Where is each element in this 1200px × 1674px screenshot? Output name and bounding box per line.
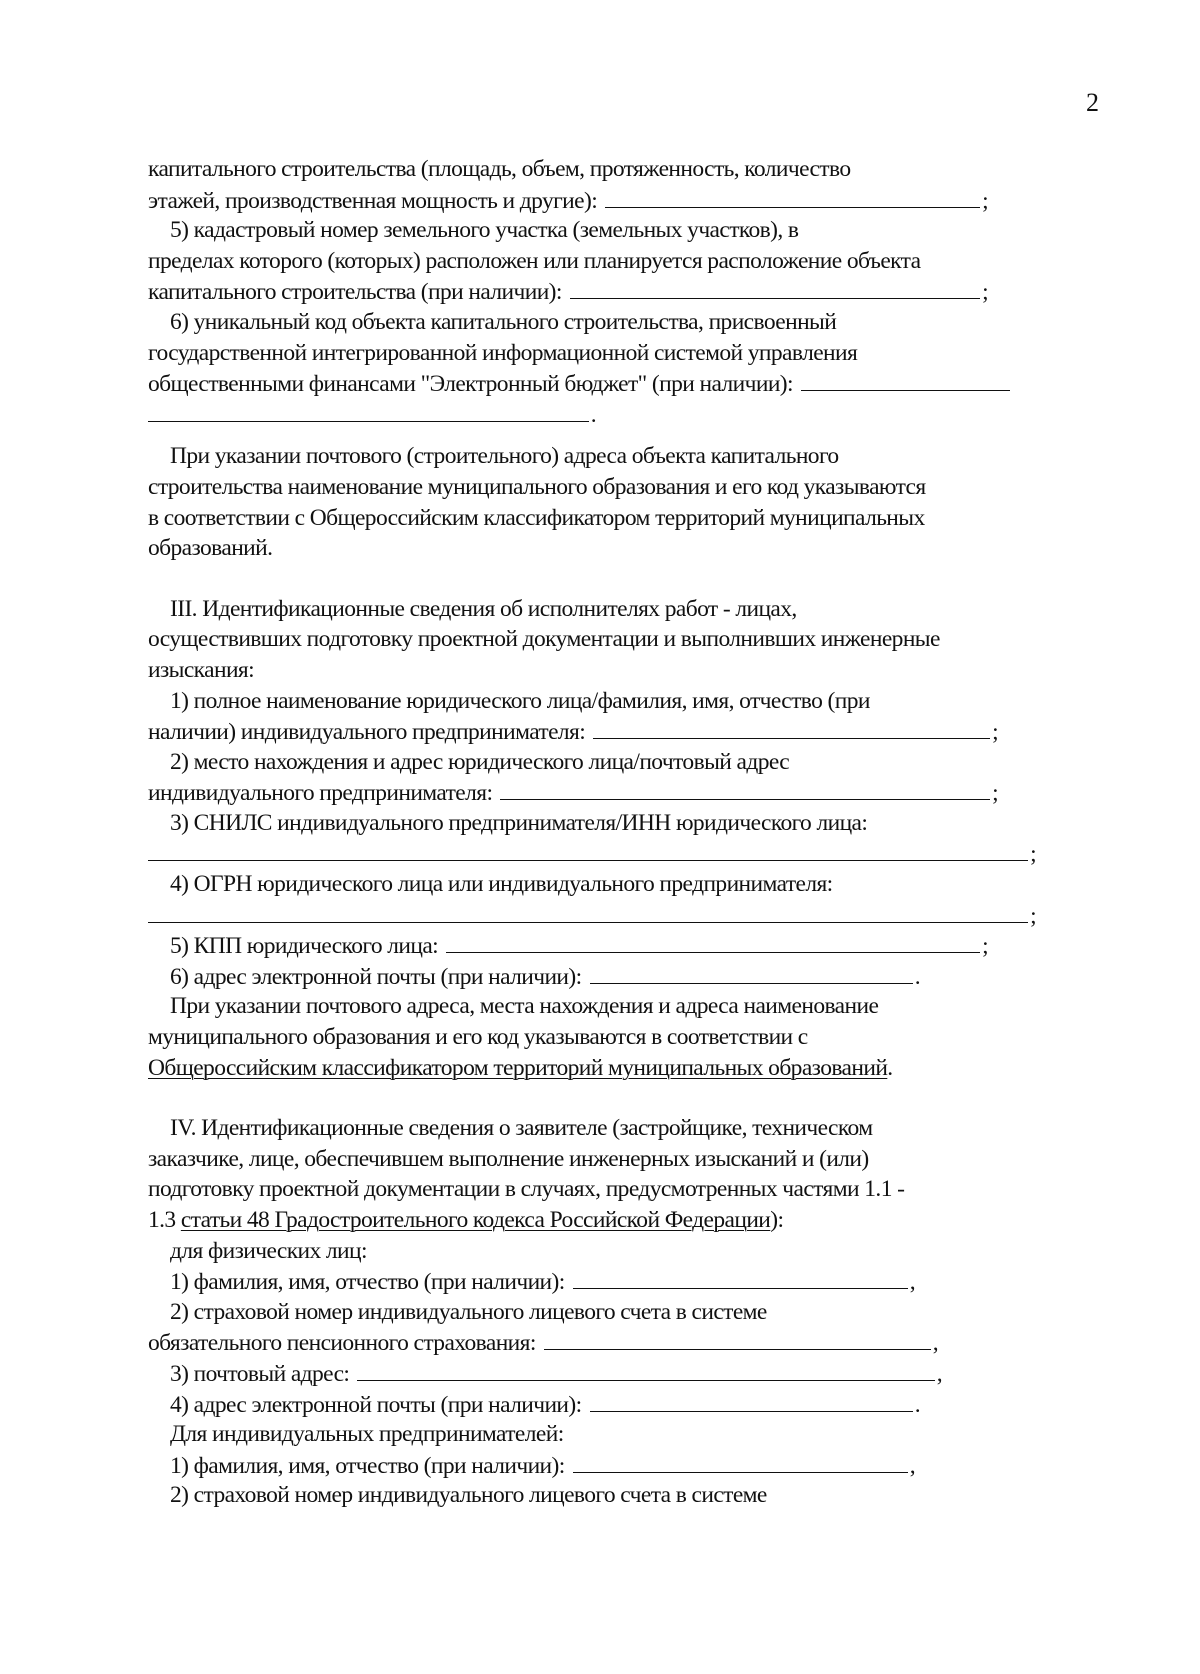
blank-field[interactable] (148, 900, 1028, 923)
field-label: этажей, производственная мощность и другие): (148, 187, 598, 214)
text-line: осуществивших подготовку проектной документации и выполнивших инженерные (148, 626, 940, 653)
text-line: 5) кадастровый номер земельного участка (земельных участков), в (170, 217, 799, 244)
text-line: 2) страховой номер индивидуального лицевого счета в системе (170, 1298, 767, 1325)
blank-field[interactable] (593, 716, 990, 739)
field-label: общественными финансами "Электронный бюджет" (при наличии): (148, 371, 793, 398)
form-line (148, 900, 1036, 931)
form-line (148, 399, 596, 430)
form-line (148, 838, 1036, 869)
blank-field[interactable] (148, 399, 589, 422)
line-end-punct: , (909, 1452, 915, 1479)
section-heading: IV. Идентификационные сведения о заявителе (застройщике, техническом (170, 1115, 873, 1142)
field-label: 1) фамилия, имя, отчество (при наличии): (170, 1269, 565, 1296)
line-end-punct: , (936, 1360, 942, 1387)
line-end-punct: , (932, 1330, 938, 1357)
blank-field[interactable] (570, 276, 980, 299)
document-body (148, 154, 1036, 1511)
form-line (148, 276, 988, 307)
line-end-punct: ; (1030, 841, 1036, 868)
text-line: образований. (148, 535, 273, 562)
form-line (148, 961, 920, 992)
field-label: 4) адрес электронной почты (при наличии): (170, 1391, 582, 1418)
line-end-punct: . (590, 401, 596, 428)
text-line: для физических лиц: (170, 1237, 367, 1264)
blank-field[interactable] (801, 368, 1010, 391)
section-heading: III. Идентификационные сведения об исполнителях работ - лицах, (170, 595, 797, 622)
blank-field[interactable] (357, 1358, 934, 1381)
text-line: капитального строительства (площадь, объем, протяженность, количество (148, 156, 851, 182)
text-line: Для индивидуальных предпринимателей: (170, 1421, 564, 1448)
form-line (148, 930, 988, 961)
form-line (148, 716, 998, 747)
text-line: в соответствии с Общероссийским классификатором территорий муниципальных (148, 504, 925, 531)
line-end-punct: ; (982, 187, 988, 214)
field-label: обязательного пенсионного страхования: (148, 1330, 536, 1357)
text-line: 2) страховой номер индивидуального лицевого счета в системе (170, 1482, 767, 1509)
text-line: 4) ОГРН юридического лица или индивидуального предпринимателя: (170, 871, 833, 898)
text-line: 2) место нахождения и адрес юридического лица/почтовый адрес (170, 748, 790, 775)
classifier-link[interactable]: Общероссийским классификатором территорий муниципальных образований (148, 1054, 888, 1081)
blank-field[interactable] (590, 961, 913, 984)
form-line (148, 1327, 938, 1358)
form-line (148, 1450, 915, 1481)
field-label: индивидуального предпринимателя: (148, 780, 493, 807)
line-end-punct: ; (982, 279, 988, 306)
text-line: муниципального образования и его код указываются в соответствии с (148, 1024, 808, 1051)
text-line: При указании почтового (строительного) адреса объекта капитального (170, 443, 839, 470)
text-line: подготовку проектной документации в случаях, предусмотренных частями 1.1 - (148, 1176, 905, 1203)
text-line: пределах которого (которых) расположен или планируется расположение объекта (148, 247, 921, 274)
field-label: капитального строительства (при наличии): (148, 279, 562, 306)
blank-field[interactable] (605, 185, 980, 208)
text-fragment: 1.3 (148, 1207, 181, 1233)
blank-field[interactable] (573, 1266, 908, 1289)
text-line (148, 1053, 1028, 1084)
text-line: 1) полное наименование юридического лица/фамилия, имя, отчество (при (170, 687, 870, 714)
line-end-punct: . (887, 1054, 893, 1081)
line-end-punct: ; (982, 933, 988, 960)
field-label: 6) адрес электронной почты (при наличии): (170, 963, 582, 990)
blank-field[interactable] (148, 838, 1028, 861)
line-end-punct: , (909, 1269, 915, 1296)
blank-field[interactable] (573, 1450, 908, 1473)
line-end-punct: ; (1030, 902, 1036, 929)
field-label: наличии) индивидуального предпринимателя: (148, 719, 586, 746)
blank-field[interactable] (446, 930, 980, 953)
text-line: 3) СНИЛС индивидуального предпринимателя/ИНН юридического лица: (170, 809, 868, 836)
text-fragment: ): (770, 1207, 784, 1233)
text-line: изыскания: (148, 656, 255, 683)
field-label: 3) почтовый адрес: (170, 1360, 350, 1387)
field-label: 1) фамилия, имя, отчество (при наличии): (170, 1452, 565, 1479)
code-article-link[interactable]: статьи 48 Градостроительного кодекса Российской Федерации (180, 1207, 771, 1233)
blank-field[interactable] (544, 1327, 931, 1350)
text-line (148, 1205, 1028, 1236)
form-line (148, 368, 1010, 399)
blank-field[interactable] (590, 1389, 913, 1412)
line-end-punct: . (914, 963, 920, 990)
text-line: государственной интегрированной информационной системой управления (148, 339, 858, 366)
form-line (148, 777, 998, 808)
form-line (148, 1266, 915, 1297)
text-line: строительства наименование муниципального образования и его код указываются (148, 473, 926, 500)
form-line (148, 1389, 920, 1420)
form-line (148, 1358, 942, 1389)
line-end-punct: ; (992, 719, 998, 746)
text-line: заказчике, лице, обеспечившем выполнение инженерных изысканий и (или) (148, 1145, 869, 1172)
page-number: 2 (1086, 88, 1099, 117)
line-end-punct: ; (992, 780, 998, 807)
field-label: 5) КПП юридического лица: (170, 933, 439, 960)
blank-field[interactable] (500, 777, 990, 800)
form-line (148, 185, 988, 216)
line-end-punct: . (914, 1391, 920, 1418)
text-line: При указании почтового адреса, места нахождения и адреса наименование (170, 993, 879, 1020)
text-line: 6) уникальный код объекта капитального строительства, присвоенный (170, 308, 837, 335)
